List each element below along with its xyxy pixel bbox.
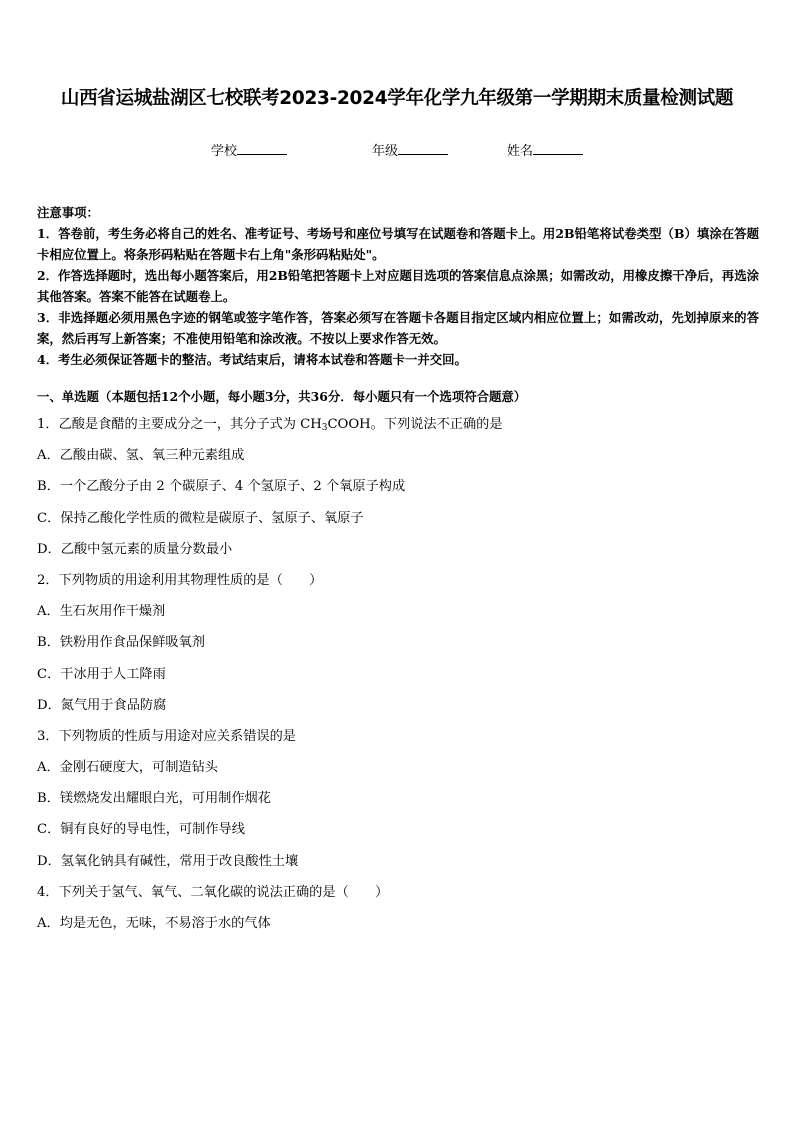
answer-option: D．氮气用于食品防腐	[37, 697, 167, 713]
school-blank	[237, 141, 287, 155]
school-label: 学校	[211, 144, 238, 159]
answer-option: C．保持乙酸化学性质的微粒是碳原子、氢原子、氧原子	[37, 510, 364, 526]
name-field	[507, 140, 583, 159]
grade-label: 年级	[372, 144, 399, 159]
note-item: 3．非选择题必须用黑色字迹的钢笔或签字笔作答，答案必须写在答题卡各题目指定区域内相应位置上；如需改动，先划掉原来的答案，然后再写上新答案；不准使用铅笔和涂改液。不按以上要求作答无效。	[37, 310, 759, 346]
note-item: 1．答卷前，考生务必将自己的姓名、准考证号、考场号和座位号填写在试题卷和答题卡上。用2B铅笔将试卷类型（B）填涂在答题卡相应位置上。将条形码粘贴在答题卡右上角"条形码粘贴处"。	[37, 226, 759, 262]
answer-option: A．均是无色，无味，不易溶于水的气体	[37, 916, 271, 931]
school-field	[211, 140, 287, 159]
answer-option: A．乙酸由碳、氢、氧三种元素组成	[37, 448, 245, 464]
answer-option: A．生石灰用作干燥剂	[37, 604, 166, 620]
answer-option: D．乙酸中氢元素的质量分数最小	[37, 541, 233, 557]
student-info-row	[0, 140, 794, 160]
question-stem: 3．下列物质的性质与用途对应关系错误的是	[37, 728, 296, 744]
question-stem-text: 1．乙酸是食醋的主要成分之一，其分子式为 CH	[37, 417, 322, 432]
answer-option: C．干冰用于人工降雨	[37, 666, 166, 682]
note-item: 2．作答选择题时，选出每小题答案后，用2B铅笔把答题卡上对应题目选项的答案信息点涂黑；如需改动，用橡皮擦干净后，再选涂其他答案。答案不能答在试题卷上。	[37, 268, 759, 304]
note-item: 4．考生必须保证答题卡的整洁。考试结束后，请将本试卷和答题卡一并交回。	[37, 352, 467, 367]
answer-option: A．金刚石硬度大，可制造钻头	[37, 760, 218, 776]
answer-option: B．镁燃烧发出耀眼白光，可用制作烟花	[37, 791, 271, 807]
question-stem-text: COOH。下列说法不正确的是	[327, 417, 503, 432]
question-stem	[37, 413, 759, 444]
question-stem: 4．下列关于氢气、氧气、二氧化碳的说法正确的是（ ）	[37, 884, 389, 900]
answer-option: B．铁粉用作食品保鲜吸氧剂	[37, 635, 205, 651]
name-blank	[533, 141, 583, 155]
answer-option: D．氢氧化钠具有碱性，常用于改良酸性土壤	[37, 853, 299, 869]
questions-list	[37, 413, 759, 943]
grade-field	[372, 140, 448, 159]
notes-heading: 注意事项：	[37, 205, 99, 220]
subscript: 3	[321, 423, 328, 433]
name-label: 姓名	[507, 144, 534, 159]
section-heading: 一、单选题（本题包括12个小题，每小题3分，共36分．每小题只有一个选项符合题意）	[37, 389, 527, 404]
exam-title: 山西省运城盐湖区七校联考2023-2024学年化学九年级第一学期期末质量检测试题	[60, 88, 734, 109]
grade-blank	[398, 141, 448, 155]
answer-option: C．铜有良好的导电性，可制作导线	[37, 822, 245, 838]
question-stem: 2．下列物质的用途利用其物理性质的是（ ）	[37, 572, 323, 588]
answer-option: B．一个乙酸分子由 2 个碳原子、4 个氢原子、2 个氧原子构成	[37, 479, 406, 495]
notes-block	[37, 202, 759, 370]
